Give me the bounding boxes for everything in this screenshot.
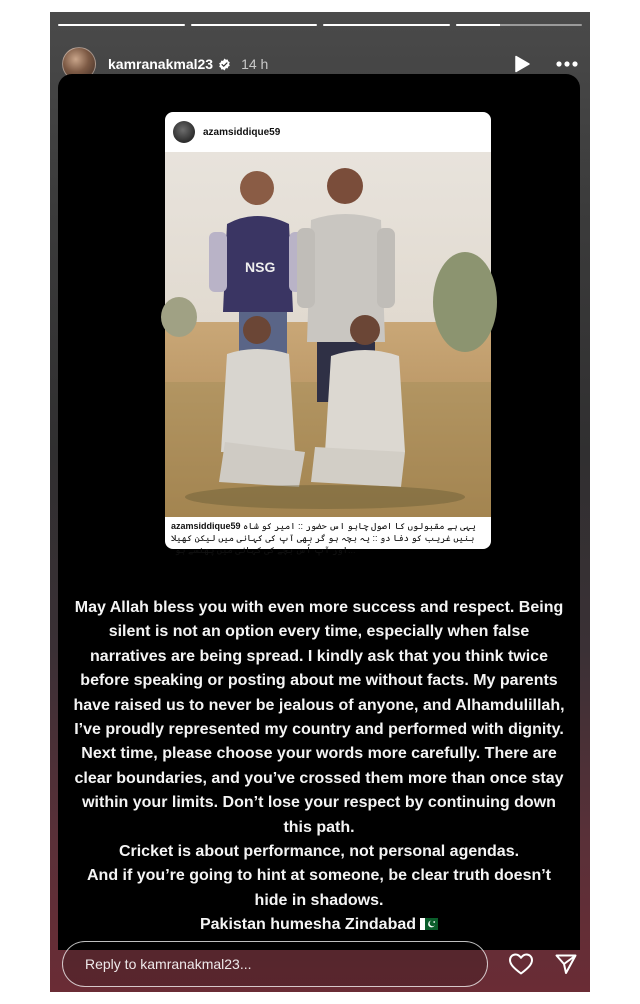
- reply-placeholder: Reply to kamranakmal23...: [85, 956, 252, 972]
- post-caption: [171, 520, 485, 556]
- post-avatar: [173, 121, 195, 143]
- post-photo: [165, 152, 491, 517]
- post-username[interactable]: azamsiddique59: [203, 126, 281, 138]
- story-progress-bar: [191, 24, 318, 26]
- shared-post-card[interactable]: [165, 112, 491, 555]
- story-footer: [62, 940, 578, 988]
- story-timestamp: 14 h: [241, 56, 269, 72]
- message-paragraph: May Allah bless you with even more success and respect. Being silent is not an option every time, especially when false narratives are being spread. I kindly ask that you think twice before speaking or posting about me without facts. My parents have raised us to never be jealous of anyone, and Alhamdulillah, I’ve proudly represented my country and performed with dignity. Next time, please choose your words more carefully. There are clear boundaries, and you’ve crossed them more than once stay within your limits. Don’t lose your respect by continuing down this path.: [73, 599, 565, 836]
- more-dots-icon[interactable]: [556, 61, 578, 67]
- progress-fill: [191, 24, 318, 26]
- svg-text:NSG: NSG: [245, 259, 276, 275]
- story-progress-bar: [58, 24, 185, 26]
- story-viewer: [50, 12, 590, 992]
- progress-fill: [323, 24, 450, 26]
- story-username[interactable]: kamranakmal23: [108, 56, 214, 72]
- caption-username: azamsiddique59: [171, 521, 241, 531]
- story-progress-bar: [323, 24, 450, 26]
- story-content[interactable]: [58, 74, 580, 950]
- play-icon[interactable]: [514, 55, 530, 73]
- progress-fill: [58, 24, 185, 26]
- pakistan-flag-icon: [420, 918, 438, 930]
- post-header: [173, 121, 280, 143]
- message-closing-text: Pakistan humesha Zindabad: [199, 916, 417, 934]
- story-message-text: [70, 596, 568, 938]
- caption-text: یہی ہے مقبولوں کا اصول چاہو اس حضور :: امیر کو شاہ بنیں غریب کو دفا دو :: یہ بچہ ہو گر بھی آپ کی کہانی میں لیکن کھیلا اور آپ اُس بچے کی کہانی میں پھنسے ہو...: [171, 521, 476, 555]
- story-progress-bars: [58, 24, 582, 26]
- verified-badge-icon: [218, 58, 231, 71]
- message-paragraph: Cricket is about performance, not personal agendas.: [118, 843, 520, 861]
- message-paragraph: And if you’re going to hint at someone, be clear truth doesn’t hide in shadows.: [86, 867, 552, 909]
- message-closing: [70, 913, 568, 937]
- progress-fill: [456, 24, 500, 26]
- story-progress-bar: [456, 24, 583, 26]
- send-icon[interactable]: [554, 952, 578, 976]
- reply-input[interactable]: [62, 941, 488, 987]
- heart-icon[interactable]: [508, 952, 534, 976]
